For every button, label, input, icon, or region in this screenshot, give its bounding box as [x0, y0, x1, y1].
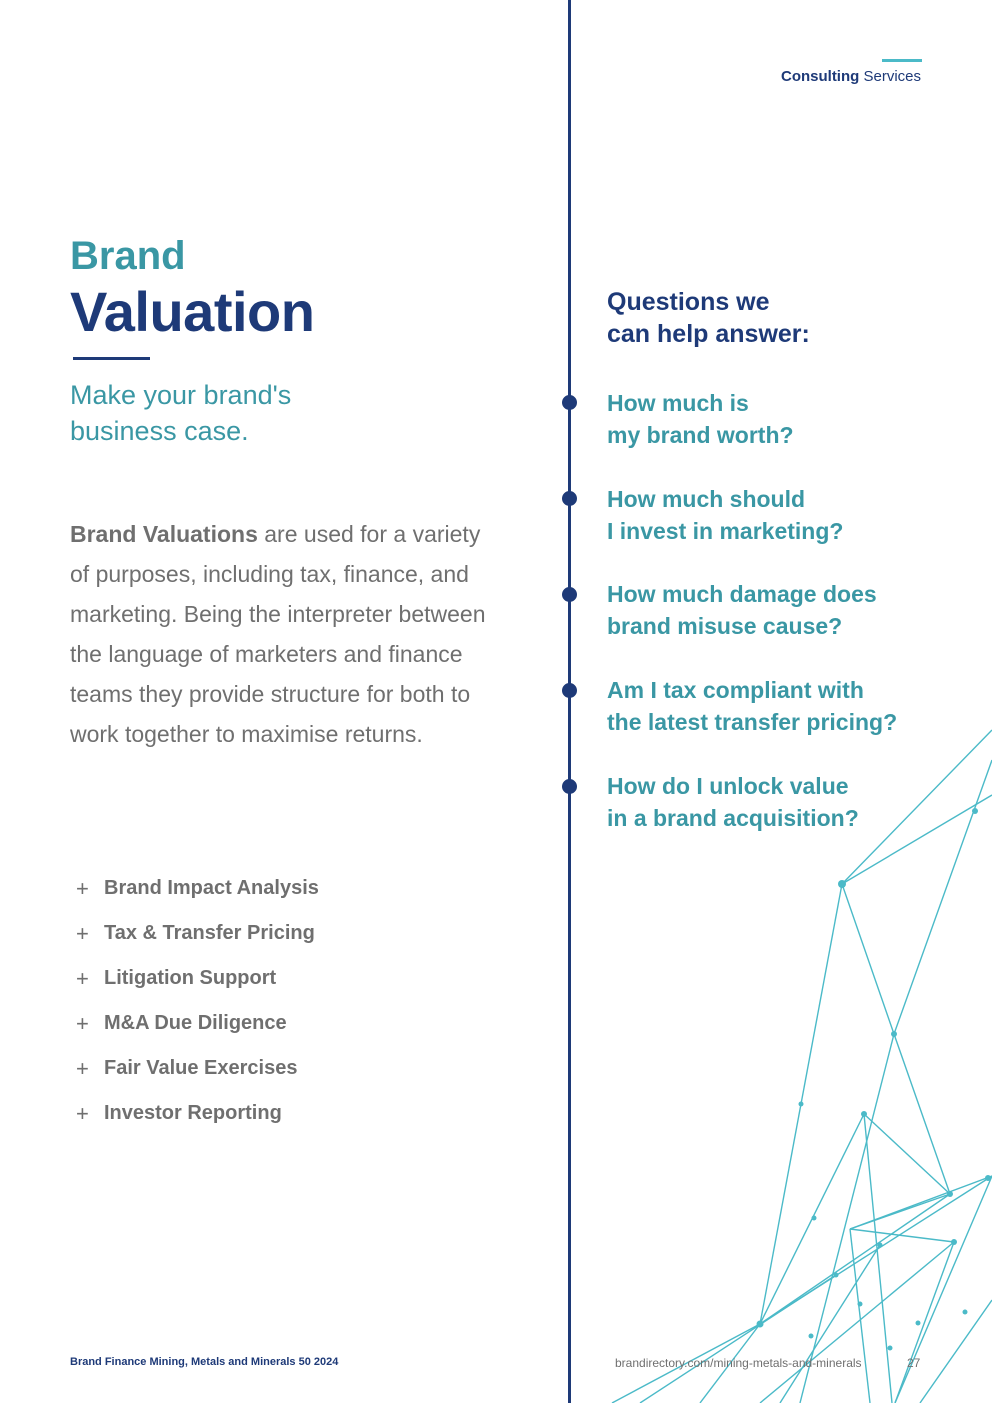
network-node [985, 1175, 991, 1181]
network-node [834, 1273, 839, 1278]
list-item [70, 866, 319, 911]
title-underline [73, 357, 150, 360]
section-header-bold: Consulting [780, 68, 860, 85]
question-line2: I invest in marketing? [607, 518, 844, 544]
question-line1: How much damage does [607, 581, 877, 607]
network-node [812, 1216, 817, 1221]
network-line [640, 1275, 836, 1403]
questions-heading [607, 286, 810, 350]
page-number: 27 [907, 1356, 921, 1370]
questions-heading-line1: Questions we [607, 288, 770, 316]
plus-icon: + [76, 875, 89, 901]
question-line2: my brand worth? [607, 422, 794, 448]
question-line1: How much is [607, 390, 749, 416]
question-item [607, 770, 859, 834]
plus-icon: + [76, 1100, 89, 1126]
body-bold-lead: Brand Valuations [70, 521, 258, 547]
section-header [781, 68, 921, 85]
network-line [842, 795, 992, 884]
question-item [607, 674, 897, 738]
network-node [861, 1111, 867, 1117]
plus-icon: + [76, 1055, 89, 1081]
timeline-dot-icon [562, 491, 577, 506]
timeline-dot-icon [562, 395, 577, 410]
services-list [70, 866, 319, 1136]
plus-icon: + [76, 920, 89, 946]
question-item [607, 483, 843, 547]
page-title-line1: Brand [70, 234, 186, 278]
network-node [838, 880, 846, 888]
footer-url-link[interactable]: brandirectory.com/mining-metals-and-minerals [615, 1356, 862, 1370]
network-node [878, 1243, 883, 1248]
network-line [894, 1034, 950, 1194]
network-node [947, 1191, 953, 1197]
service-label: Investor Reporting [104, 1102, 282, 1124]
network-node [963, 1310, 968, 1315]
question-line2: the latest transfer pricing? [607, 709, 898, 735]
network-line [920, 1300, 992, 1403]
plus-icon: + [76, 1010, 89, 1036]
body-text: are used for a variety of purposes, including tax, finance, and marketing. Being the interpreter between the language of marketers and finance teams they provide structure for both to work together to maximise returns. [70, 521, 486, 747]
list-item [70, 956, 319, 1001]
network-node [809, 1334, 814, 1339]
network-line [864, 1114, 950, 1194]
network-line [864, 1114, 892, 1403]
question-line2: brand misuse cause? [607, 613, 843, 639]
list-item [70, 1001, 319, 1046]
body-paragraph [70, 514, 490, 754]
service-label: Tax & Transfer Pricing [104, 922, 315, 944]
question-line2: in a brand acquisition? [607, 805, 859, 831]
tagline [70, 377, 291, 449]
network-node [972, 808, 978, 814]
network-node [891, 1031, 897, 1037]
tagline-line2: business case. [70, 416, 249, 446]
network-node [951, 1239, 957, 1245]
questions-heading-line2: can help answer: [607, 320, 810, 348]
network-line [842, 730, 992, 884]
question-line1: Am I tax compliant with [607, 677, 864, 703]
question-item [607, 578, 877, 642]
network-node [858, 1302, 863, 1307]
network-node [757, 1321, 764, 1328]
timeline-dot-icon [562, 587, 577, 602]
network-line [760, 1194, 950, 1324]
service-label: M&A Due Diligence [104, 1012, 287, 1034]
network-node [888, 1346, 893, 1351]
list-item [70, 1046, 319, 1091]
timeline-dot-icon [562, 683, 577, 698]
tagline-line1: Make your brand's [70, 380, 292, 410]
question-line1: How much should [607, 486, 806, 512]
network-line [850, 1229, 954, 1242]
footer-publication: Brand Finance Mining, Metals and Minerals 50 2024 [70, 1356, 339, 1368]
network-node [916, 1321, 921, 1326]
network-node [799, 1102, 804, 1107]
timeline-line [568, 0, 571, 1403]
header-accent-rule [882, 59, 922, 62]
network-line [894, 760, 992, 1034]
service-label: Litigation Support [104, 967, 277, 989]
page-title-line2: Valuation [70, 280, 315, 343]
service-label: Brand Impact Analysis [104, 877, 319, 899]
section-header-regular: Services [859, 68, 921, 85]
network-line [842, 884, 894, 1034]
list-item [70, 911, 319, 956]
timeline-dot-icon [562, 779, 577, 794]
service-label: Fair Value Exercises [104, 1057, 298, 1079]
plus-icon: + [76, 965, 89, 991]
network-line [780, 1245, 880, 1403]
list-item [70, 1091, 319, 1136]
question-line1: How do I unlock value [607, 773, 849, 799]
question-item [607, 387, 794, 451]
